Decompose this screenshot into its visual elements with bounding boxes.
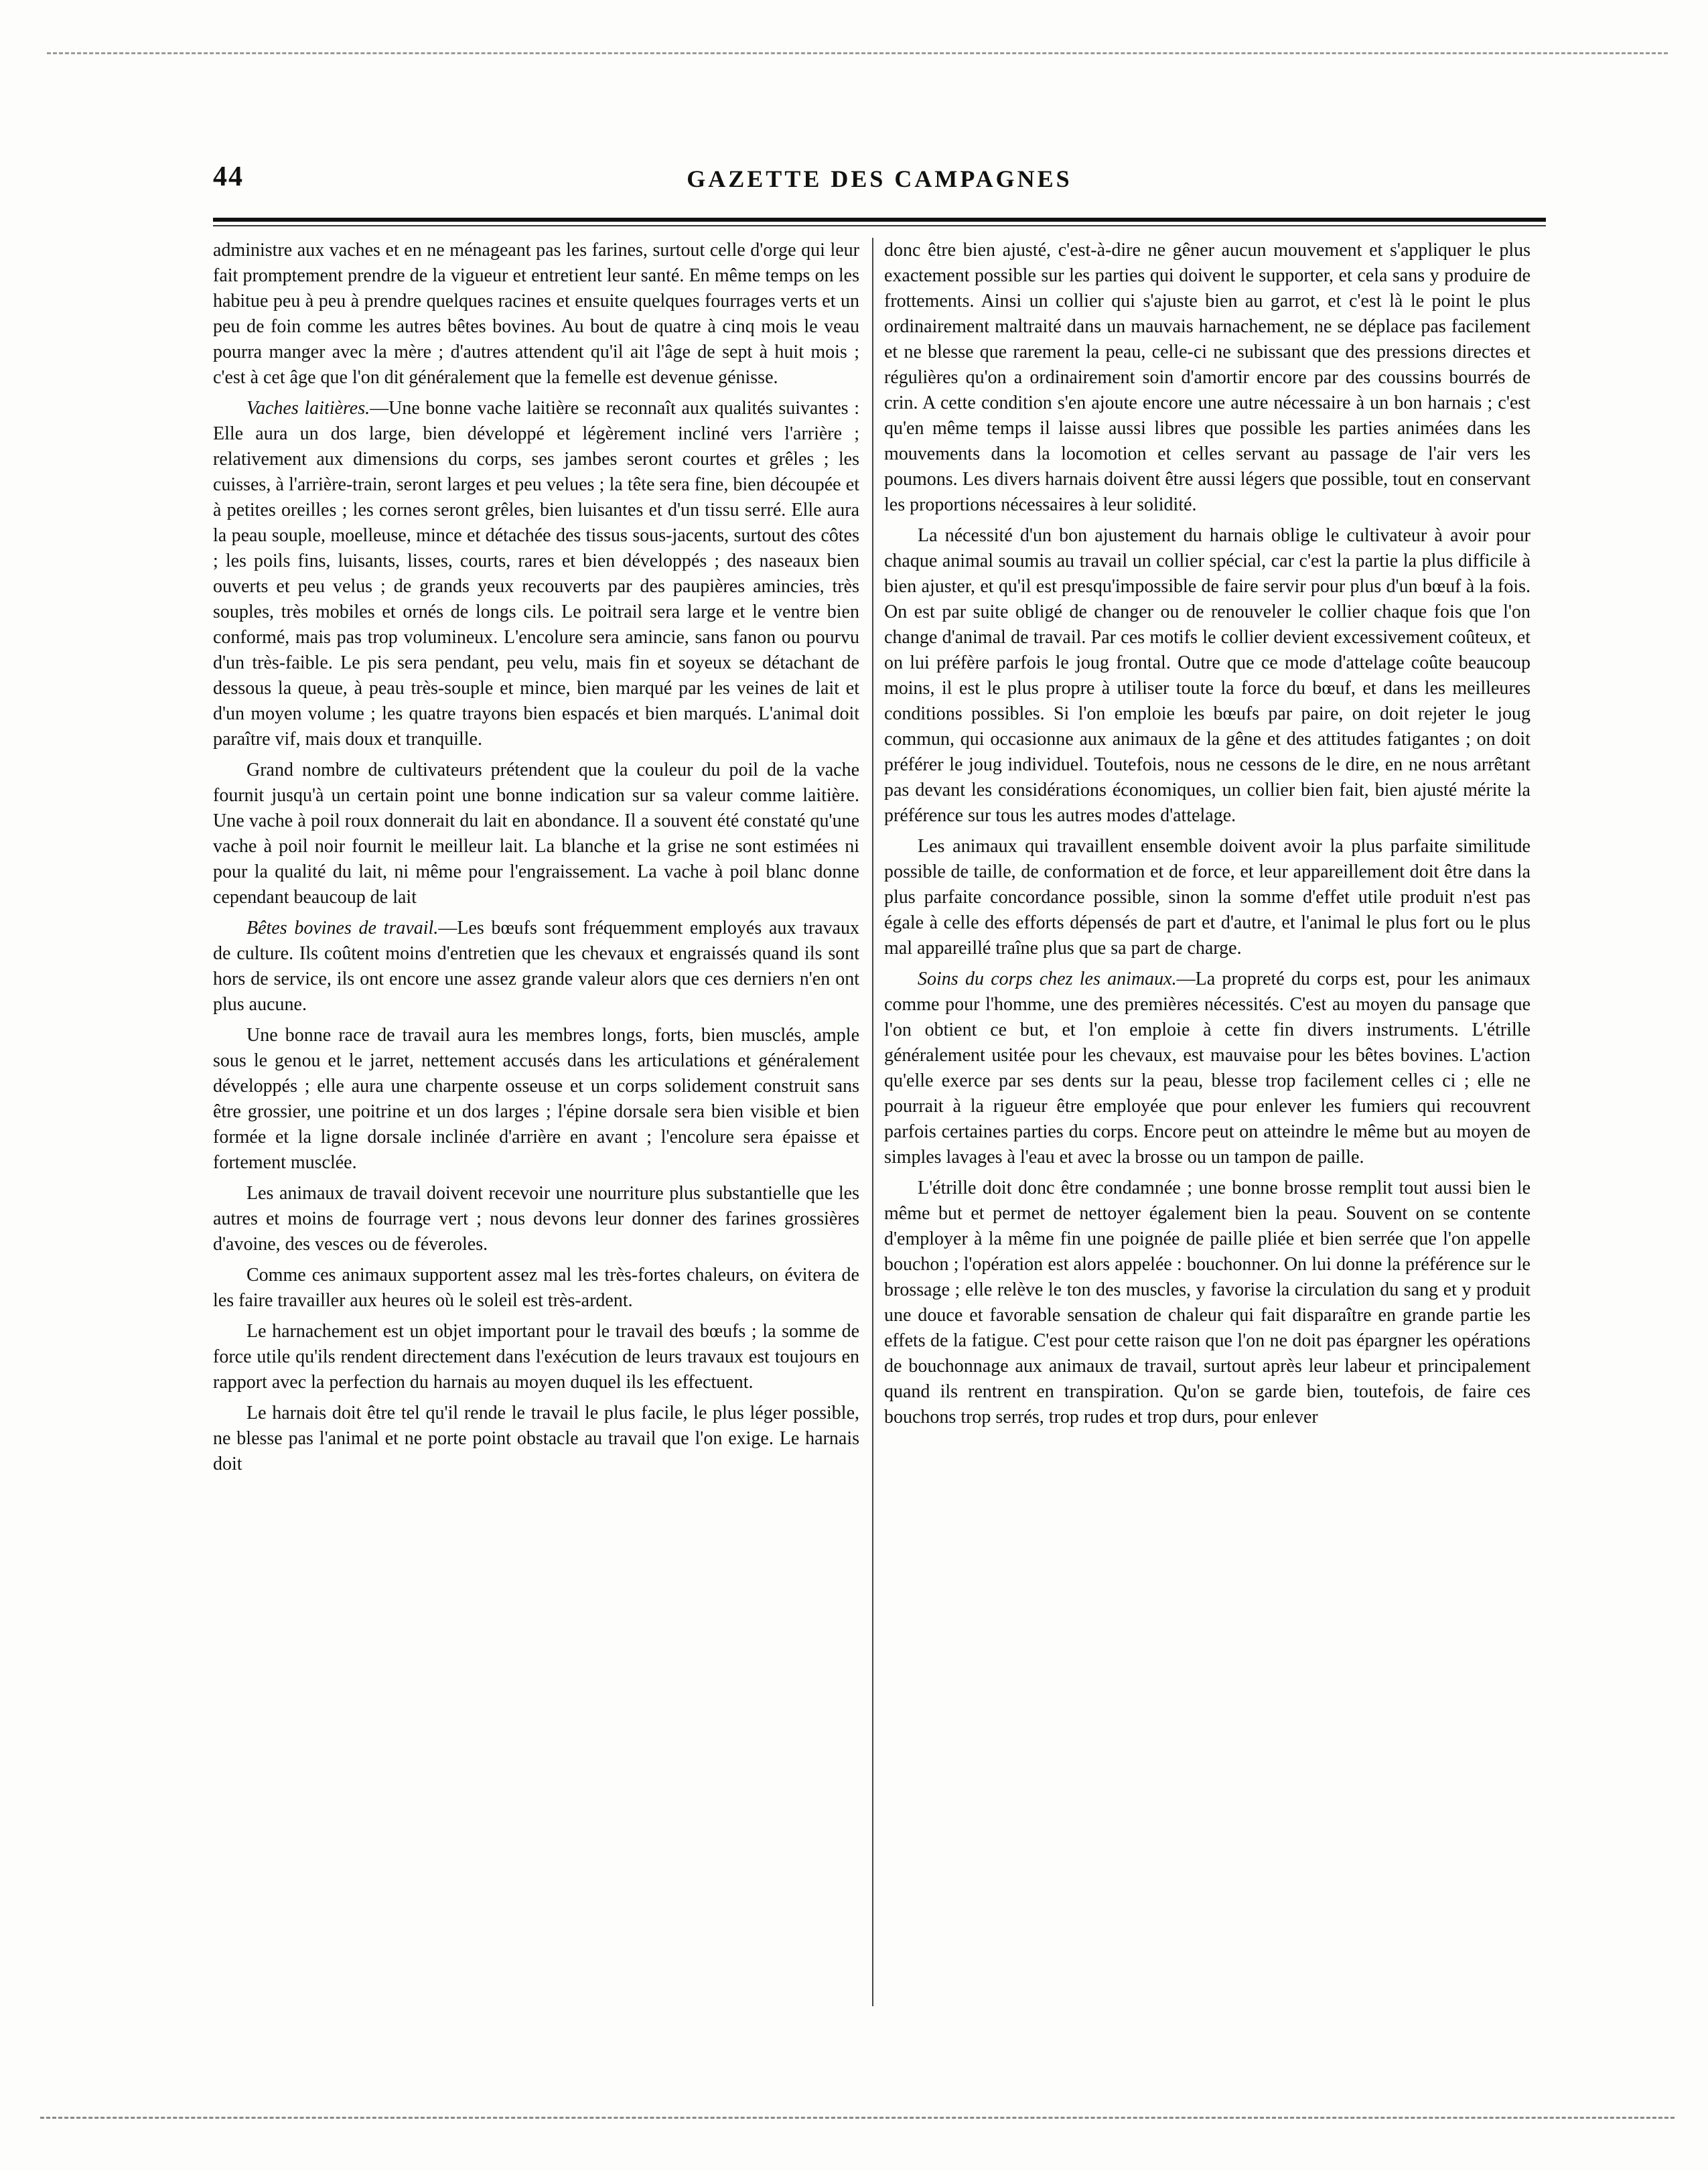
paragraph: Les animaux qui travaillent ensemble doivent avoir la plus parfaite similitude possible de taille, de conformation et de force, et leur appareillement doit être dans la plus parfaite concordance possible, sinon la somme d'effet utile produit n'est pas égale à celle des efforts dépensés de part et d'autre, et l'animal le plus fort ou le plus mal appareillé traîne plus que sa part de charge.: [884, 836, 1531, 959]
paragraph: Grand nombre de cultivateurs prétendent que la couleur du poil de la vache fournit jusqu'à un certain point une bonne indication sur sa valeur comme laitière. Une vache à poil roux donnerait du lait en abondance. Il a souvent été constaté qu'une vache à poil noir fournit le meilleur lait. La blanche et la grise ne sont estimées ni pour la qualité du lait, ni même pour l'engraissement. La vache à poil blanc donne cependant beaucoup de lait: [213, 760, 859, 908]
paragraph-vaches-laitieres: [213, 396, 859, 752]
right-column: [884, 238, 1531, 2020]
paragraph: Les animaux de travail doivent recevoir une nourriture plus substantielle que les autres et moins de fourrage vert ; nous devons leur donner des farines grossières d'avoine, des vesces ou de féveroles.: [213, 1183, 859, 1255]
section-heading: Soins du corps chez les animaux.: [918, 969, 1177, 989]
paragraph: La nécessité d'un bon ajustement du harnais oblige le cultivateur à avoir pour chaque animal soumis au travail un collier spécial, car c'est la partie la plus difficile à bien ajuster, et qu'il est presqu'impossible de faire servir pour plus d'un bœuf à la fois. On est par suite obligé de changer ou de renouveler le collier chaque fois que l'on change d'animal de travail. Par ces motifs le collier devient excessivement coûteux, et on lui préfère parfois le joug frontal. Outre que ce mode d'attelage coûte beaucoup moins, il est le plus propre à utiliser toute la force du bœuf, et dans les meilleures conditions possibles. Si l'on emploie les bœufs par paire, on doit rejeter le joug commun, qui occasionne aux animaux de la gêne et des attitudes fatigantes ; on doit préférer le joug individuel. Toutefois, nous ne cessons de le dire, en ne nous arrêtant pas devant les considérations économiques, un collier bien fait, bien ajusté mérite la préférence sur tous les autres modes d'attelage.: [884, 525, 1531, 826]
section-heading: Bêtes bovines de travail.: [246, 918, 439, 938]
scan-edge-top: [47, 52, 1668, 54]
scan-edge-bottom: [40, 2117, 1675, 2119]
paragraph: donc être bien ajusté, c'est-à-dire ne gêner aucun mouvement et s'appliquer le plus exactement possible sur les parties qui doivent le supporter, et cela sans y produire de frottements. Ainsi un collier qui s'ajuste bien au garrot, et c'est là le point le plus ordinairement maltraité dans un mauvais harnachement, ne se déplace pas facilement et ne blesse que rarement la peau, celle-ci ne subissant que des pressions directes et régulières qu'on a ordinairement soin d'amortir encore par des coussins bourrés de crin. A cette condition s'en ajoute encore une autre nécessaire à un bon harnais ; c'est qu'en même temps il laisse aussi libres que possible les parties animées dans les mouvements dans la locomotion et celles servant au passage de l'air vers les poumons. Les divers harnais doivent être aussi légers que possible, tout en conservant les proportions nécessaires à leur solidité.: [884, 240, 1531, 515]
page-header: [213, 161, 1546, 201]
paragraph-text: —Les bœufs sont fréquemment employés aux travaux de culture. Ils coûtent moins d'entretien que les chevaux et engraissés quand ils sont hors de service, ils ont encore une assez grande valeur alors que ces derniers n'en ont plus aucune.: [213, 918, 859, 1015]
running-title: GAZETTE DES CAMPAGNES: [687, 165, 1072, 192]
paragraph: administre aux vaches et en ne ménageant pas les farines, surtout celle d'orge qui leur fait promptement prendre de la vigueur et entretient leur santé. En même temps on les habitue peu à peu à prendre quelques racines et ensuite quelques fourrages verts et un peu de foin comme les autres bêtes bovines. Au bout de quatre à cinq mois le veau pourra manger avec la mère ; d'autres attendent qu'il ait l'âge de sept à huit mois ; c'est à cet âge que l'on dit généralement que la femelle est devenue génisse.: [213, 240, 859, 388]
paragraph: Le harnais doit être tel qu'il rende le travail le plus facile, le plus léger possible, ne blesse pas l'animal et ne porte point obstacle au travail que l'on exige. Le harnais doit: [213, 1403, 859, 1474]
paragraph: Le harnachement est un objet important pour le travail des bœufs ; la somme de force utile qu'ils rendent directement dans l'exécution de leurs travaux est toujours en rapport avec la perfection du harnais au moyen duquel ils les effectuent.: [213, 1321, 859, 1393]
paragraph: Comme ces animaux supportent assez mal les très-fortes chaleurs, on évitera de les faire travailler aux heures où le soleil est très-ardent.: [213, 1265, 859, 1311]
paragraph: L'étrille doit donc être condamnée ; une bonne brosse remplit tout aussi bien le même but et permet de nettoyer également bien la peau. Souvent on se contente d'employer à la même fin une poignée de paille pliée et bien serrée que l'on appelle bouchon ; l'opération est alors appelée : bouchonner. On lui donne la préférence sur le brossage ; elle relève le ton des muscles, y favorise la circulation du sang et y produit une douce et favorable sensation de chaleur qui fait disparaître en grande partie les effets de la fatigue. C'est pour cette raison que l'on ne doit pas épargner les opérations de bouchonnage aux animaux de travail, surtout après leur labeur et principalement quand ils rentrent en transpiration. Qu'on se garde bien, toutefois, de faire ces bouchons trop serrés, trop rudes et trop durs, pour enlever: [884, 1178, 1531, 1427]
header-rule-thin: [213, 225, 1546, 226]
section-heading: Vaches laitières.: [246, 398, 370, 419]
header-rule: [213, 218, 1546, 222]
left-column: [213, 238, 859, 2020]
paragraph-text: —La propreté du corps est, pour les animaux comme pour l'homme, une des premières nécessités. C'est au moyen du pansage que l'on obtient ce but, et l'on emploie à cette fin divers instruments. L'étrille généralement usitée pour les chevaux, est mauvaise pour les bêtes bovines. L'action qu'elle exerce par ses dents sur la peau, blesse trop facilement celles ci ; elle ne pourrait à la rigueur être employée que pour enlever les fumiers qui recouvrent parfois certaines parties du corps. Encore peut on atteindre le même but au moyen de simples lavages à l'eau et avec la brosse ou un tampon de paille.: [884, 969, 1531, 1168]
paragraph-betes-bovines: [213, 916, 859, 1018]
paragraph-text: —Une bonne vache laitière se reconnaît aux qualités suivantes : Elle aura un dos large, bien développé et légèrement incliné vers l'arrière ; relativement aux dimensions du corps, ses jambes seront courtes et grêles ; les cuisses, à l'arrière-train, seront larges et peu velues ; la tête sera fine, bien découpée et à petites oreilles ; les cornes seront grêles, bien luisantes et d'un tissu serré. Elle aura la peau souple, moelleuse, mince et détachée des tissus sous-jacents, surtout des côtes ; les poils fins, luisants, lisses, courts, rares et bien développés ; des naseaux bien ouverts et peu velus ; de grands yeux recouverts par des paupières amincies, très souples, très mobiles et ornés de longs cils. Le poitrail sera large et le ventre bien conformé, mais pas trop volumineux. L'encolure sera amincie, sans fanon ou pourvu d'un très-faible. Le pis sera pendant, peu velu, mais fin et soyeux se détachant de dessous la queue, à peau très-souple et mince, bien marqué par les veines de lait et d'un moyen volume ; les quatre trayons bien espacés et bien marqués. L'animal doit paraître vif, mais doux et tranquille.: [213, 398, 859, 750]
column-divider: [872, 238, 873, 2006]
paragraph-soins-du-corps: [884, 967, 1531, 1170]
page-number: 44: [213, 161, 244, 192]
paragraph: Une bonne race de travail aura les membres longs, forts, bien musclés, ample sous le genou et le jarret, nettement accusés dans les articulations et généralement développés ; elle aura une charpente osseuse et un corps solidement construit sans être grossier, une poitrine et un dos larges ; l'épine dorsale sera bien visible et bien formée et la ligne dorsale inclinée d'arrière en avant ; l'encolure sera épaisse et fortement musclée.: [213, 1025, 859, 1173]
